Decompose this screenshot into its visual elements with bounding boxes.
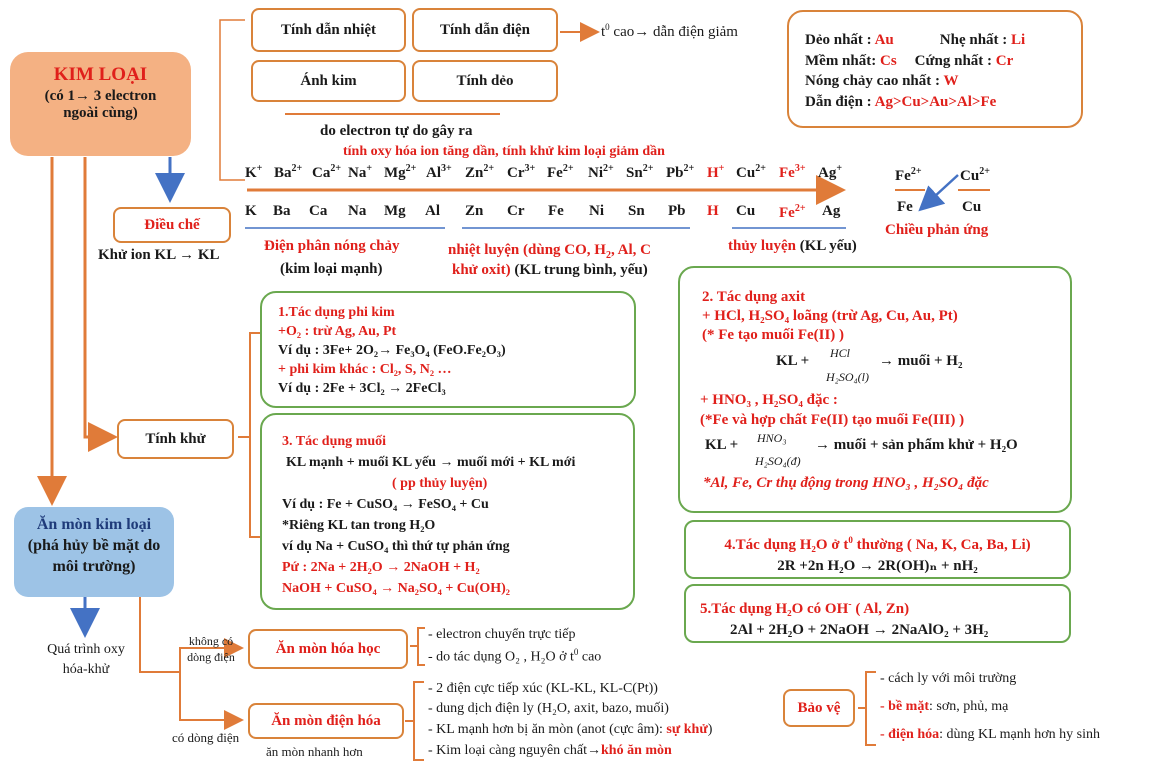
water-box (684, 520, 1071, 579)
ion-ni-9: $Ni^{2+}$ (588, 163, 614, 181)
prop-luster (251, 60, 406, 102)
group1-sub: (kim loại mạnh) (280, 261, 383, 277)
rd-label: Chiều phản ứng (885, 222, 989, 238)
acid-eq1-top: HCl (830, 346, 851, 360)
acid-l3: + HNO₃ , H₂SO₄ đặc : (700, 392, 838, 408)
salt-l3: Ví dụ : Fe + CuSO₄ → FeSO₄ + Cu (282, 497, 489, 512)
ion-pb-11: $Pb^{2+}$ (666, 163, 695, 181)
chem-n2: - do tác dụng O₂ , H₂O ở $t^0$ cao (428, 647, 602, 665)
ion-al-5: $Al^{3+}$ (426, 163, 452, 181)
metal-cu-13: Cu (736, 203, 756, 219)
group2-line2: khử oxit) (KL trung bình, yếu) (452, 262, 648, 278)
ion-fe-8: $Fe^{2+}$ (547, 163, 574, 181)
rd-fe: $Fe^{2+}$ (895, 166, 922, 184)
acid-l2: (* Fe tạo muối Fe(II) ) (702, 327, 845, 343)
ion-h-12: H+ (707, 163, 725, 181)
acid-l1: + HCl, H₂SO₄ loãng (trừ Ag, Cu, Au, Pt) (702, 308, 958, 324)
salt-l1: KL mạnh + muối KL yếu → muối mới + KL mới (286, 455, 576, 470)
ion-cr-7: $Cr^{3+}$ (507, 163, 536, 181)
protect-bracket (866, 672, 876, 745)
prep-desc: Khử ion KL → KL (98, 247, 220, 263)
metal-fe-14: $Fe^{2+}$ (779, 203, 806, 221)
main-node (10, 52, 191, 156)
metal-ca-2: Ca (309, 203, 328, 219)
ion-cu-13: $Cu^{2+}$ (736, 163, 766, 181)
acid-eq2-left: KL + (705, 437, 739, 453)
temp-note: $t^0$ cao→ dẫn điện giảm (601, 22, 738, 40)
elec-corr-label: Ăn mòn điện hóa (271, 713, 381, 729)
ion-na-3: Na+ (348, 163, 373, 181)
reaction-direction-arrow (922, 175, 958, 208)
metal-al-5: Al (425, 203, 440, 219)
nonmetal-l3: + phi kim khác : Cl₂, S, N₂ … (278, 362, 452, 377)
prep-box (113, 207, 231, 243)
elec-n1: - 2 điện cực tiếp xúc (KL-KL, KL-C(Pt)) (428, 681, 658, 696)
elec-n4: - Kim loại càng nguyên chất→khó ăn mòn (428, 743, 672, 758)
ion-sn-10: $Sn^{2+}$ (626, 163, 654, 181)
elec-bracket (414, 682, 424, 760)
caused-by: do electron tự do gây ra (320, 123, 473, 139)
prop-ductile (412, 60, 558, 102)
elec-n3: - KL mạnh hơn bị ăn mòn (anot (cực âm): sự khử) (428, 722, 713, 737)
metal-pb-11: Pb (668, 203, 686, 219)
ion-ag-15: Ag+ (818, 163, 843, 181)
series-trend: tính oxy hóa ion tăng dần, tính khử kim loại giảm dần (343, 144, 665, 159)
corrosion-title: Ăn mòn kim loại (36, 516, 152, 533)
acid-eq1-bottom: H₂SO₄(l) (826, 370, 870, 384)
salt-l7: NaOH + CuSO₄ → Na₂SO₄ + Cu(OH)₂ (282, 581, 510, 596)
chem-n1: - electron chuyển trực tiếp (428, 627, 576, 642)
main-title: KIM LOẠI (53, 64, 148, 85)
acid-eq2-bottom: H₂SO₄(đ) (755, 454, 801, 468)
prep-label: Điều chế (144, 217, 200, 233)
metal-fe-8: Fe (548, 203, 564, 219)
nonmetal-l1: +O₂ : trừ Ag, Au, Pt (278, 324, 397, 339)
nonmetal-box (260, 291, 636, 408)
oh-title: 5.Tác dụng H₂O có OH- ( Al, Zn) (700, 599, 910, 617)
chem-corr-box (248, 629, 408, 669)
oh-box (684, 584, 1071, 643)
water-eq: 2R +2n H₂O → 2R(OH)ₙ + nH₂ (777, 558, 978, 574)
prop-thermal (251, 8, 406, 52)
elec-n2: - dung dịch điện ly (H₂O, axit, bazo, muối) (428, 701, 669, 716)
process-label: Quá trình oxy hóa-khử (47, 642, 125, 677)
acid-eq2-top: HNO₃ (757, 431, 787, 445)
salt-l6: Pứ : 2Na + 2H₂O → 2NaOH + H₂ (282, 560, 480, 575)
salt-box (260, 413, 635, 610)
nonmetal-l2: Ví dụ : 3Fe+ 2O₂→ Fe₃O₄ (FeO.Fe₂O₃) (278, 343, 506, 358)
metal-mg-4: Mg (384, 203, 406, 219)
props-bracket (220, 20, 245, 180)
corrosion-branches (140, 597, 160, 672)
oh-eq: 2Al + 2H₂O + 2NaOH → 2NaAlO₂ + 3H₂ (730, 622, 989, 638)
protect-m1: - cách ly với môi trường (880, 671, 1017, 686)
elec-sub: ăn mòn nhanh hơn (266, 744, 363, 759)
corrosion-node (14, 507, 174, 597)
ion-ba-1: $Ba^{2+}$ (274, 163, 303, 181)
metal-ag-15: Ag (822, 203, 841, 219)
extremes-box: Dẻo nhất : Au Nhẹ nhất : Li Mềm nhất: Cs Cứng nhất : Cr Nóng chảy cao nhất : W Dẫn điện : Ag>Cu>Au>Al>Fe (787, 10, 1083, 128)
prop-luster-label: Ánh kim (300, 73, 357, 89)
main-to-reducing (85, 157, 112, 437)
prop-thermal-label: Tính dẫn nhiệt (280, 22, 377, 38)
prop-ductile-label: Tính dẻo (456, 73, 514, 89)
nonmetal-l4: Ví dụ : 2Fe + 3Cl₂ → 2FeCl₃ (278, 381, 446, 396)
group2-title: nhiệt luyện (dùng CO, $H_2$, Al, C (448, 242, 651, 261)
nonmetal-title: 1.Tác dụng phi kim (278, 305, 395, 320)
prop-electric-label: Tính dẫn điện (439, 22, 531, 38)
salt-title: 3. Tác dụng muối (282, 434, 386, 449)
corrosion-subtitle: (phá hủy bề mặt do môi trường) (27, 537, 161, 575)
metal-ba-1: Ba (273, 203, 291, 219)
ion-k-0: K+ (245, 163, 263, 181)
group3-title: thủy luyện (KL yếu) (728, 238, 857, 254)
acid-l5: *Al, Fe, Cr thụ động trong HNO₃ , H₂SO₄ đặc (703, 475, 989, 491)
rd-fe-metal: Fe (897, 199, 913, 215)
chem-corr-label: Ăn mòn hóa học (275, 641, 381, 657)
no-current-label: không có dòng điện (187, 634, 235, 664)
main-subtitle: (có 1→ 3 electron ngoài cùng) (44, 88, 157, 121)
metal-sn-10: Sn (628, 203, 645, 219)
acid-eq1-left: KL + (776, 353, 810, 369)
metal-cr-7: Cr (507, 203, 525, 219)
protect-label: Bảo vệ (797, 700, 841, 716)
reducing-box (117, 419, 234, 459)
metal-ni-9: Ni (589, 203, 604, 219)
group1-title: Điện phân nóng chảy (264, 238, 400, 254)
salt-l2: ( pp thủy luyện) (392, 476, 488, 491)
prop-electric (412, 8, 558, 52)
acid-eq2-right: → muối + sản phẩm khử + H₂O (815, 437, 1018, 453)
metal-h-12: H (707, 203, 719, 219)
rd-cu-metal: Cu (962, 199, 982, 215)
water-title: 4.Tác dụng H₂O ở $t^0$ thường ( Na, K, Ca, Ba, Li) (724, 535, 1031, 553)
rd-cu: $Cu^{2+}$ (960, 166, 990, 184)
salt-l5: ví dụ Na + CuSO₄ thì thứ tự phản ứng (282, 539, 510, 554)
with-current-label: có dòng điện (172, 730, 240, 745)
protect-m2: - bề mặt: sơn, phủ, mạ (880, 699, 1009, 714)
branch-elec (160, 672, 240, 720)
chem-bracket (418, 628, 425, 665)
ion-ca-2: $Ca^{2+}$ (312, 163, 342, 181)
metal-na-3: Na (348, 203, 367, 219)
acid-title: 2. Tác dụng axit (702, 289, 806, 305)
metal-k-0: K (245, 203, 257, 219)
ion-zn-6: $Zn^{2+}$ (465, 163, 495, 181)
protect-box (783, 689, 855, 727)
acid-eq1-right: → muối + H₂ (879, 353, 963, 369)
metal-zn-6: Zn (465, 203, 484, 219)
ion-fe-14: $Fe^{3+}$ (779, 163, 806, 181)
ion-mg-4: $Mg^{2+}$ (384, 163, 417, 181)
protect-m3: - điện hóa: dùng KL mạnh hơn hy sinh (880, 727, 1101, 742)
acid-l4: (*Fe và hợp chất Fe(II) tạo muối Fe(III) ) (700, 412, 965, 428)
reducing-label: Tính khử (145, 431, 206, 447)
elec-corr-box (248, 703, 404, 739)
salt-l4: *Riêng KL tan trong H₂O (282, 518, 436, 533)
